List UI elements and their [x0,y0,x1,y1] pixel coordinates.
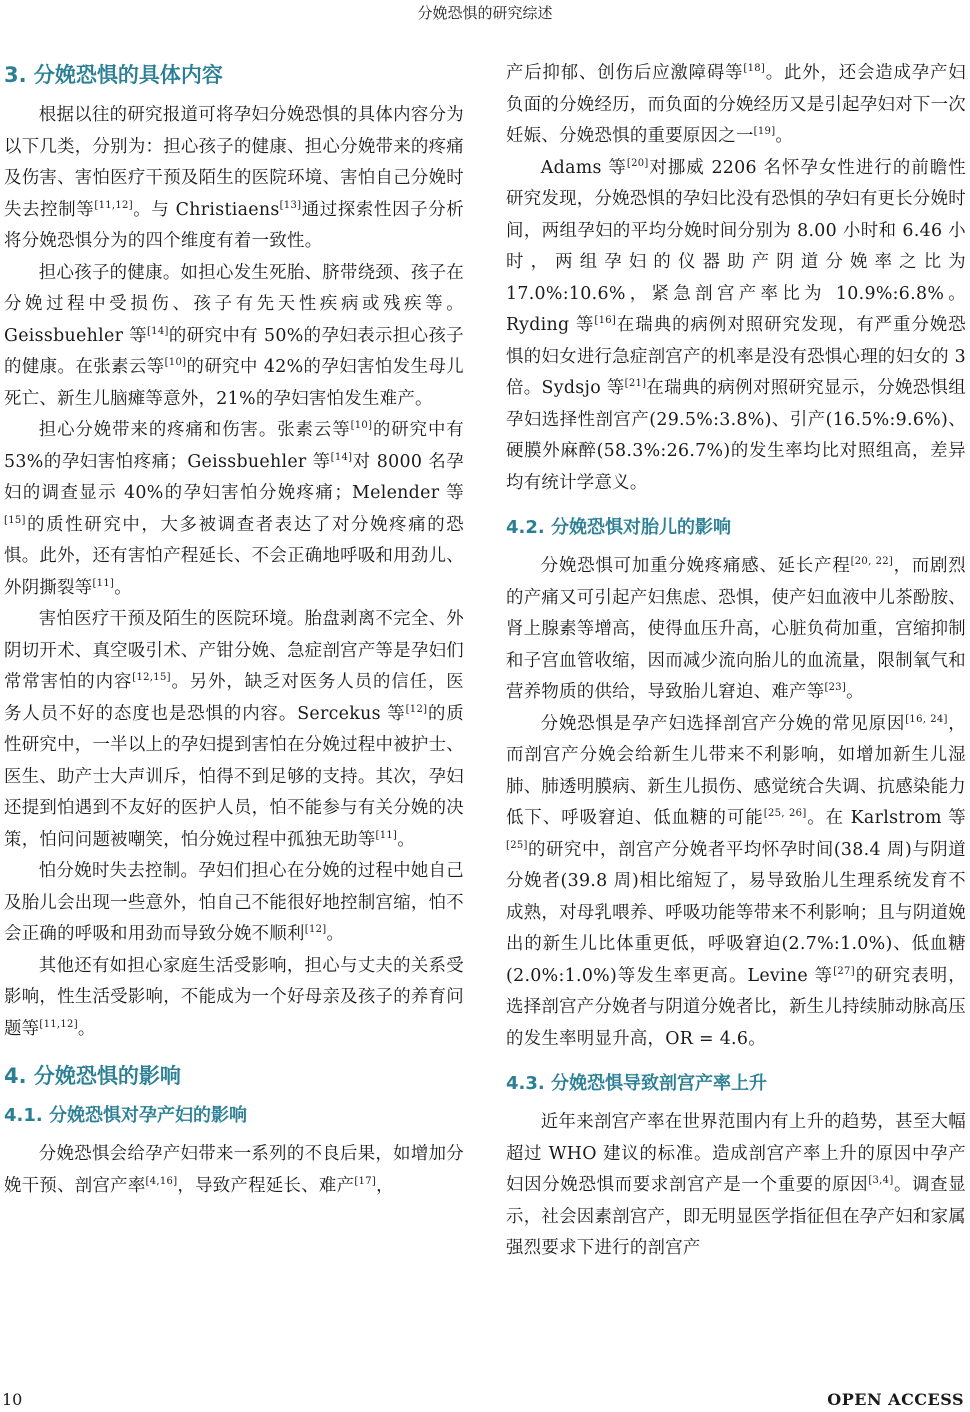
section-4-heading: 4. 分娩恐惧的影响 [4,1064,181,1088]
text: 的研究中有 53%的孕妇害怕疼痛；Geissbuehler 等 [4,420,464,472]
paragraph [506,58,966,153]
text: 根据以往的研究报道可将孕妇分娩恐惧的具体内容分为以下几类，分别为：担心孩子的健康、担心分娩带来的疼痛及伤害、害怕医疗干预及陌生的医院环境、害怕自己分娩时失去控制等 [4,105,464,220]
citation[interactable]: [25] [506,839,528,851]
citation[interactable]: [16] [594,315,617,326]
citation[interactable]: [14] [146,325,169,337]
citation[interactable]: [11] [92,577,115,589]
paragraph [4,258,464,416]
text: 。与 Christiaens [132,199,280,220]
text: ，而剖宫产分娩会给新生儿带来不利影响，如增加新生儿湿肺、肺透明膜病、新生儿损伤、感觉统合失调、抗感染能力低下、呼吸窘迫、低血糖的可能 [506,713,966,828]
text: 的研究中，剖宫产分娩者平均怀孕时间(38.4 周)与阴道分娩者(39.8 周)相比缩短了，易导致胎儿生理系统发育不成熟，对母乳喂养、呼吸功能等带来不利影响；且与阴道娩出的新生儿比体重更低，呼吸窘迫(2.7%:1.0%)、低血糖 (2.0%:1.0%)等发生率更高。Levine 等 [506,839,966,986]
paragraph [4,100,464,258]
text: 在瑞典的病例对照研究显示，分娩恐惧组孕妇选择性剖宫产(29.5%:3.8%)、引产(16.5%:9.6%)、硬膜外麻醉(58.3%:26.7%)的发生率均比对照组高，差异均有统计学意义。 [506,378,966,493]
text: ， [376,1175,394,1196]
text: 。调查显示，社会因素剖宫产，即无明显医学指征但在孕产妇和家属强烈要求下进行的剖宫产 [506,1175,966,1258]
text: 。 [846,682,864,702]
citation[interactable]: [18] [743,63,766,74]
text: 。另外，缺乏对医务人员的信任，医务人员不好的态度也是恐惧的内容。Sercekus 等 [4,672,464,724]
text: 。在 Karlstrom 等 [806,808,966,828]
citation[interactable]: [23] [824,682,847,693]
text: 其他还有如担心家庭生活受影响，担心与丈夫的关系受影响，性生活受影响，不能成为一个好母亲及孩子的养育问题等 [4,955,464,1039]
citation[interactable]: [25, 26] [763,808,807,819]
open-access-label: OPEN ACCESS [827,1390,964,1409]
citation[interactable]: [3,4] [868,1175,894,1186]
text: 通过探索性因子分析将分娩恐惧分为的四个维度有着一致性。 [4,199,464,251]
citation[interactable]: [11] [375,829,398,841]
running-header: 分娩恐惧的研究综述 [417,4,553,22]
subsection-4-2-heading: 4.2. 分娩恐惧对胎儿的影响 [506,517,731,538]
text: 产后抑郁、创伤后应激障碍等 [506,63,744,83]
citation[interactable]: [15] [4,514,26,526]
right-column [506,58,966,1265]
subsection-4-1-heading: 4.1. 分娩恐惧对孕产妇的影响 [4,1105,247,1126]
paragraph [4,604,464,856]
text: 的质性研究中，大多被调查者表达了对分娩疼痛的恐惧。此外，还有害怕产程延长、不会正确地呼吸和用劲儿、外阴撕裂等 [4,514,464,598]
paragraph [506,1107,966,1265]
text: 。 [775,126,794,146]
citation[interactable]: [14] [330,451,353,463]
citation[interactable]: [13] [279,199,302,211]
citation[interactable]: [20, 22] [850,556,894,567]
paragraph [506,153,966,500]
left-column [4,58,464,1202]
text: 的研究表明，选择剖宫产分娩者与阴道分娩者比，新生儿持续肺动脉高压的发生率明显升高，OR = 4.6。 [506,965,966,1049]
text: 近年来剖宫产率在世界范围内有上升的趋势，甚至大幅超过 WHO 建议的标准。造成剖宫产率上升的原因中孕产妇因分娩恐惧而要求剖宫产是一个重要的原因 [506,1112,966,1195]
citation[interactable]: [12] [304,924,327,935]
citation[interactable]: [27] [833,965,855,977]
paragraph [506,709,966,1056]
text: ，导致产程延长、难产 [177,1175,355,1196]
text: 担心分娩带来的疼痛和伤害。张素云等 [38,420,351,440]
text: 的研究中 42%的孕妇害怕发生母儿死亡、新生儿脑瘫等意外，21%的孕妇害怕发生难产。 [4,357,464,409]
subsection-4-3-heading: 4.3. 分娩恐惧导致剖宫产率上升 [506,1073,767,1094]
citation[interactable]: [10] [164,357,187,368]
paragraph [4,1139,464,1202]
citation[interactable]: [20] [626,157,649,169]
text: 怕分娩时失去控制。孕妇们担心在分娩的过程中她自己及胎儿会出现一些意外，怕自己不能很好地控制宫缩，怕不会正确的呼吸和用劲而导致分娩不顺利 [4,861,464,944]
citation[interactable]: [4,16] [145,1175,178,1187]
paragraph [4,856,464,951]
text: 对挪威 2206 名怀孕女性进行的前瞻性研究发现，分娩恐惧的孕妇比没有恐惧的孕妇有更长分娩时间，两组孕妇的平均分娩时间分别为 8.00 小时和 6.46 小时，两组孕妇的仪器助产阴道分娩率之比为 17.0%:10.6%，紧急剖宫产率比为 10.9%:6.8%。Ryding 等 [506,157,966,335]
citation[interactable]: [19] [753,126,776,137]
citation[interactable]: [12] [405,703,428,715]
text: 。 [397,829,415,850]
citation[interactable]: [17] [354,1175,377,1187]
text: 的研究中有 50%的孕妇表示担心孩子的健康。在张素云等 [4,325,464,377]
citation[interactable]: [11,12] [39,1018,78,1030]
text: ，而剧烈的产痛又可引起产妇焦虑、恐惧，使产妇血液中儿茶酚胺、肾上腺素等增高，使得血压升高，心脏负荷加重，宫缩抑制和子宫血管收缩，因而减少流向胎儿的血流量，限制氧气和营养物质的供给，导致胎儿窘迫、难产等 [506,556,966,702]
page-number: 10 [2,1390,23,1409]
citation[interactable]: [21] [624,378,647,389]
text: 在瑞典的病例对照研究发现，有严重分娩恐惧的妇女进行急症剖宫产的机率是没有恐惧心理的妇女的 3 倍。Sydsjo 等 [506,315,966,398]
text: Adams 等 [540,157,627,178]
paragraph [4,415,464,604]
citation[interactable]: [10] [350,420,373,431]
text: 。此外，还会造成孕产妇负面的分娩经历，而负面的分娩经历又是引起孕妇对下一次妊娠、分娩恐惧的重要原因之一 [506,63,966,146]
paragraph [4,951,464,1046]
text: 。 [77,1018,96,1039]
citation[interactable]: [16, 24] [905,713,948,725]
text: 分娩恐惧可加重分娩疼痛感、延长产程 [540,556,851,576]
text: 的质性研究中，一半以上的孕妇提到害怕在分娩过程中被护士、医生、助产士大声训斥，怕得不到足够的支持。其次，孕妇还提到怕遇到不友好的医护人员，怕不能参与有关分娩的决策，怕问问题被嘲笑，怕分娩过程中孤独无助等 [4,703,464,850]
text: 。 [114,577,132,598]
paragraph [506,551,966,709]
text: 担心孩子的健康。如担心发生死胎、脐带绕颈、孩子在分娩过程中受损伤、孩子有先天性疾病或残疾等。Geissbuehler 等 [4,262,464,346]
text: 。 [326,924,345,944]
text: 分娩恐惧是孕产妇选择剖宫产分娩的常见原因 [540,713,906,734]
citation[interactable]: [12,15] [132,672,171,683]
citation[interactable]: [11,12] [94,199,133,211]
text: 对 8000 名孕妇的调查显示 40%的孕妇害怕分娩疼痛；Melender 等 [4,451,464,503]
text: 害怕医疗干预及陌生的医院环境。胎盘剥离不完全、外阴切开术、真空吸引术、产钳分娩、急症剖宫产等是孕妇们常常害怕的内容 [4,609,464,692]
text: 分娩恐惧会给孕产妇带来一系列的不良后果，如增加分娩干预、剖宫产率 [4,1144,464,1196]
section-3-heading: 3. 分娩恐惧的具体内容 [4,63,223,87]
